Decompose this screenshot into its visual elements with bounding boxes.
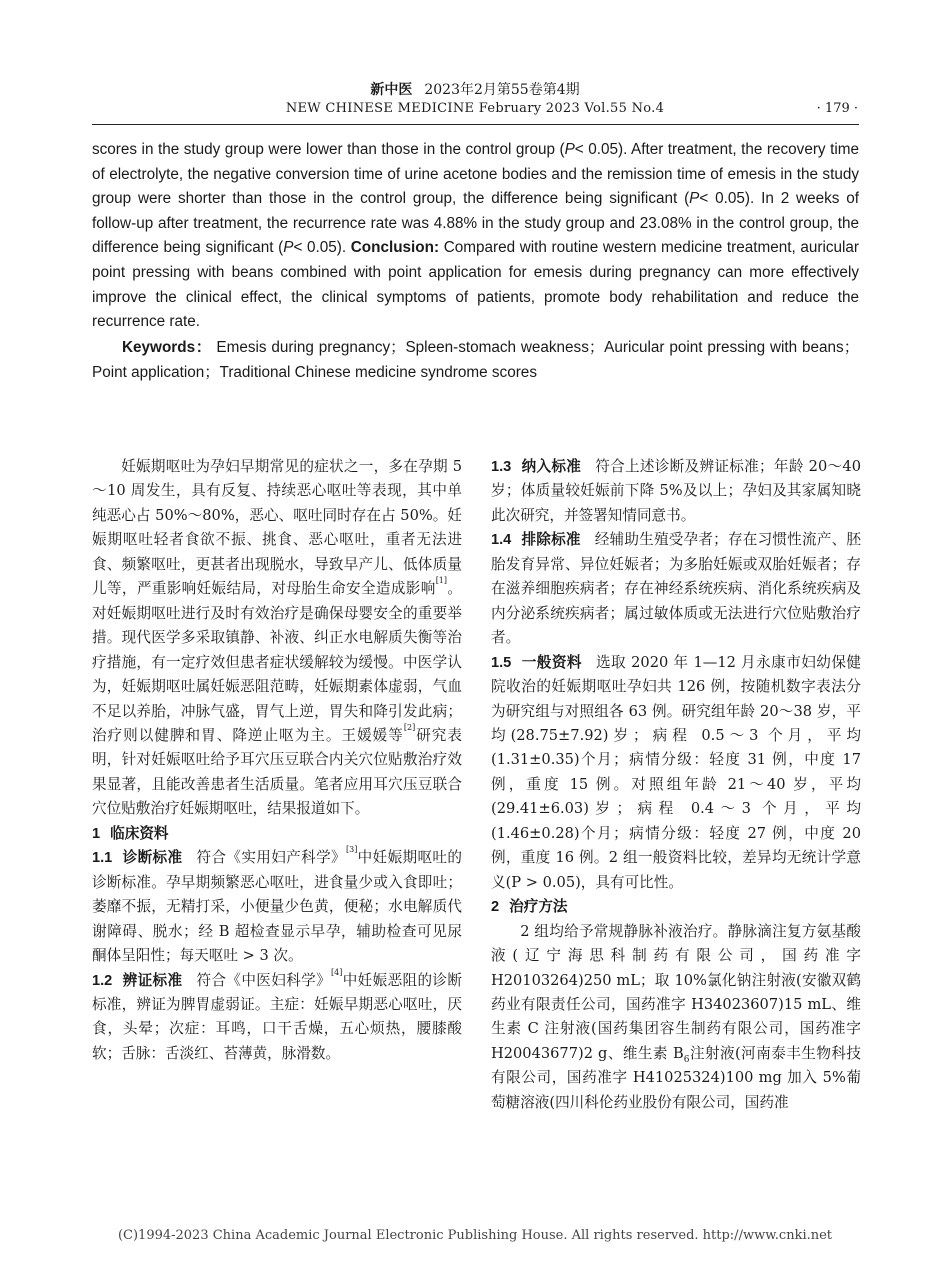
page-number: · 179 · <box>816 101 858 116</box>
citation: [1] <box>435 576 448 586</box>
journal-name: 新中医 <box>370 82 413 98</box>
citation: [3] <box>345 845 358 855</box>
section-heading-1: 1 临床资料 <box>92 825 169 842</box>
section-1-3: 1.3 纳入标准 符合上述诊断及辨证标准；年龄 20～40 岁；体质量较妊娠前下降 5%及以上；孕妇及其家属知晓此次研究，并签署知情同意书。 <box>491 458 861 524</box>
section-1-1: 1.1 诊断标准 符合《实用妇产科学》[3]中妊娠期呕吐的诊断标准。孕早期频繁恶心呕吐，进食量少或入食即吐；萎靡不振，无精打采，小便量少色黄，便秘；水电解质代谢障碍、脱水；经 B 超检查显示早孕，辅助检查可见尿酮体呈阳性；每天呕吐 > 3 次。 <box>92 845 462 965</box>
intro-paragraph: 妊娠期呕吐为孕妇早期常见的症状之一，多在孕期 5～10 周发生，具有反复、持续恶心呕吐等表现，其中单纯恶心占 50%～80%，恶心、呕吐同时存在占 50%。妊娠期呕吐轻者食欲不振、挑食、恶心呕吐，重者无法进食、频繁呕吐，更甚者出现脱水，导致早产儿、低体质量儿等，严重影响妊娠结局，对母胎生命安全造成影响[1]。对妊娠期呕吐进行及时有效治疗是确保母婴安全的重要举措。现代医学多采取镇静、补液、纠正水电解质失衡等治疗措施，有一定疗效但患者症状缓解较为缓慢。中医学认为，妊娠期呕吐属妊娠恶阻范畴，妊娠期素体虚弱，气血不足以养胎，冲脉气盛，胃气上逆，胃失和降引发此病；治疗则以健脾和胃、降逆止呕为主。王媛媛等[2]研究表明，针对妊娠呕吐给予耳穴压豆联合内关穴位贴敷治疗效果显著，且能改善患者生活质量。笔者应用耳穴压豆联合穴位贴敷治疗妊娠期呕吐，结果报道如下。 <box>92 458 462 818</box>
header-rule <box>92 124 859 125</box>
journal-issue: 2023年2月第55卷第4期 <box>424 82 580 98</box>
running-header-english: NEW CHINESE MEDICINE February 2023 Vol.55 No.4 <box>285 101 665 116</box>
english-abstract: scores in the study group were lower than those in the control group (P< 0.05). After treatment, the recovery time of electrolyte, the negative conversion time of urine acetone bodies and the remission time of emesis in the study group were shorter than those in the control group, the difference being significant (P< 0.05). In 2 weeks of follow-up after treatment, the recurrence rate was 4.88% in the study group and 23.08% in the control group, the difference being significant (P< 0.05). Conclusion: Compared with routine western medicine treatment, auricular point pressing with beans combined with point application for emesis during pregnancy can more effectively improve the clinical effect, the clinical symptoms of patients, promote body rehabilitation and reduce the recurrence rate. <box>92 141 860 331</box>
section-1-4: 1.4 排除标准 经辅助生殖受孕者；存在习惯性流产、胚胎发育异常、异位妊娠者；为多胎妊娠或双胎妊娠者；存在滋养细胞疾病者；存在神经系统疾病、消化系统疾病及内分泌系统疾病者；属过敏体质或无法进行穴位贴敷治疗者。 <box>491 531 861 647</box>
conclusion-label: Conclusion: <box>350 239 440 257</box>
section-heading-2: 2 治疗方法 <box>491 899 568 916</box>
treatment-paragraph: 2 组均给予常规静脉补液治疗。静脉滴注复方氨基酸液(辽宁海思科制药有限公司，国药准字 H20103264)250 mL；取 10%氯化钠注射液(安徽双鹤药业有限责任公司，国药准字 H34023607)15 mL、维生素 C 注射液(国药集团容生制药有限公司，国药准字 H20043677)2 g、维生素 $B_6$注射液(河南泰丰生物科技有限公司，国药准字 H41025324)100 mg 加入 5%葡萄糖溶液(四川科伦药业股份有限公司，国药准 <box>491 922 861 1111</box>
citation: [4] <box>331 967 343 977</box>
body-column-right <box>491 455 861 1115</box>
section-1-2: 1.2 辨证标准 符合《中医妇科学》[4]中妊娠恶阻的诊断标准，辨证为脾胃虚弱证。主症：妊娠早期恶心呕吐，厌食，头晕；次症：耳鸣，口干舌燥，五心烦热，腰膝酸软；舌脉：舌淡红、苔薄黄，脉滑数。 <box>92 967 462 1062</box>
keywords: Keywords： Emesis during pregnancy；Spleen-stomach weakness；Auricular point pressing with beans；Point application；Traditional Chinese medicine syndrome scores <box>92 339 859 381</box>
body-column-left <box>92 455 462 1066</box>
copyright-footer: (C)1994-2023 China Academic Journal Electronic Publishing House. All rights reserved. http://www.cnki.net <box>117 1228 833 1243</box>
section-1-5: 1.5 一般资料 选取 2020 年 1—12 月永康市妇幼保健院收治的妊娠期呕吐孕妇共 126 例，按随机数字表法分为研究组与对照组各 63 例。研究组年龄 20～38 岁，平均(28.75±7.92)岁；病程 0.5～3 个月，平均(1.31±0.35)个月；病情分级：轻度 31 例，中度 17 例，重度 15 例。对照组年龄 21～40 岁，平均(29.41±6.03)岁；病程 0.4～3 个月，平均(1.46±0.28)个月；病情分级：轻度 27 例，中度 20 例，重度 16 例。2 组一般资料比较，差异均无统计学意义(P > 0.05)，具有可比性。 <box>491 653 861 891</box>
keywords-label: Keywords： <box>122 339 212 356</box>
citation: [2] <box>403 722 416 732</box>
running-header <box>0 79 950 99</box>
